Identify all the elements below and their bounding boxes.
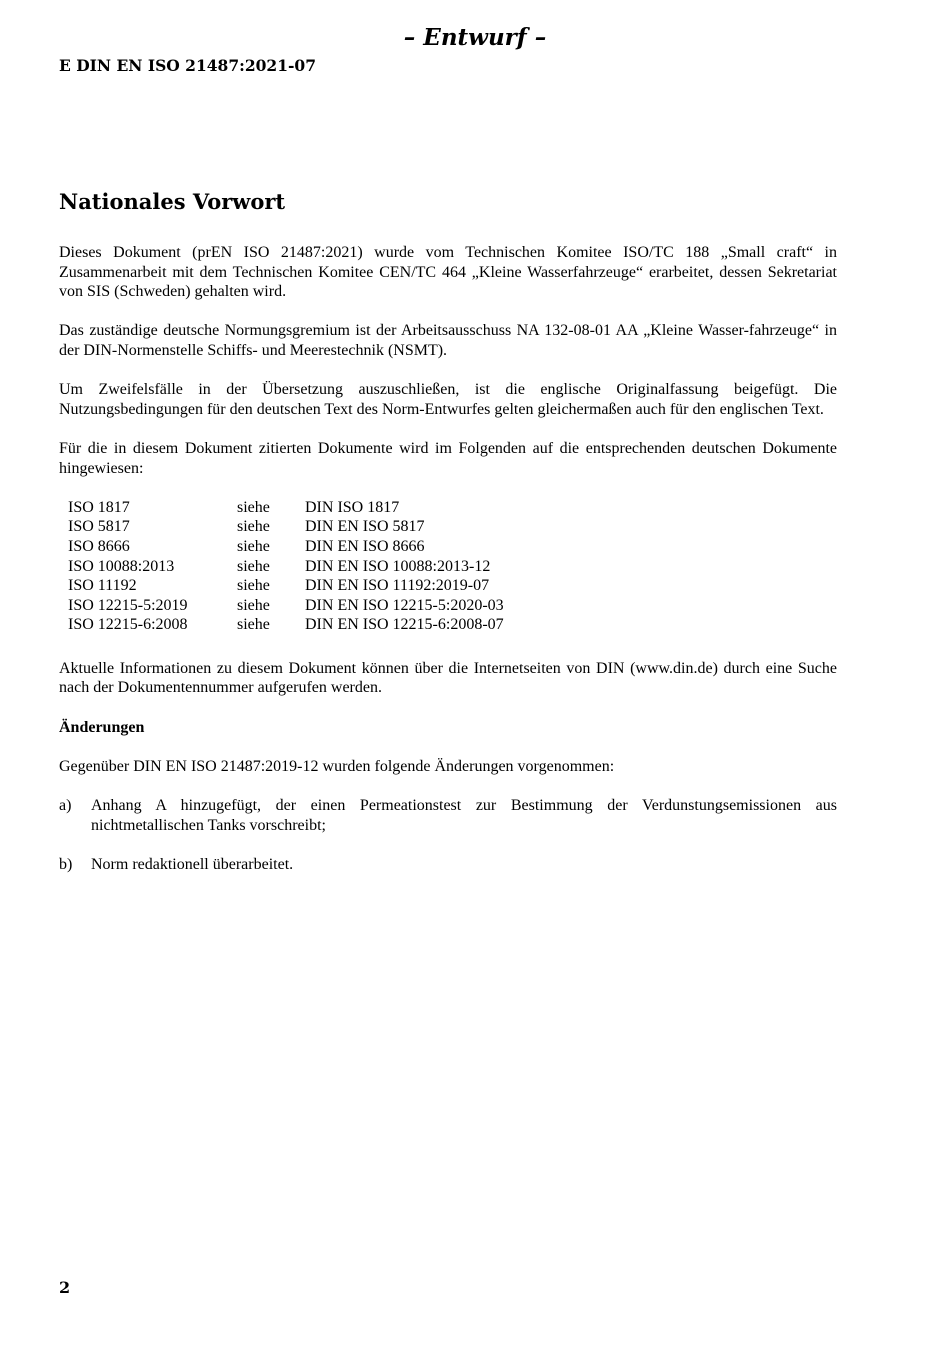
reference-table [68,498,837,635]
list-item-text: Norm redaktionell überarbeitet. [91,855,294,873]
reference-iso: ISO 12215-6:2008 [68,616,188,634]
list-item [59,796,837,835]
reference-see: siehe [237,596,270,614]
changes-heading: Änderungen [59,718,145,736]
reference-din: DIN EN ISO 12215-5:2020-03 [305,596,504,614]
reference-din: DIN EN ISO 12215-6:2008-07 [305,616,504,634]
reference-din: DIN EN ISO 11192:2019-07 [305,577,490,595]
reference-row [68,537,837,557]
page-number: 2 [59,1278,71,1297]
reference-row [68,557,837,577]
document-id: E DIN EN ISO 21487:2021-07 [59,56,316,75]
reference-row [68,615,837,635]
reference-iso: ISO 5817 [68,518,130,536]
reference-din: DIN EN ISO 5817 [305,518,425,536]
page-content [59,187,837,894]
reference-row [68,517,837,537]
reference-row [68,596,837,616]
reference-iso: ISO 12215-5:2019 [68,596,188,614]
paragraph-translation: Um Zweifelsfälle in der Übersetzung auszuschließen, ist die englische Originalfassung beigefügt. Die Nutzungsbedingungen für den deutschen Text des Norm-Entwurfes gelten gleichermaßen auch für den englischen Text. [59,381,837,418]
reference-see: siehe [237,518,270,536]
paragraph-origin: Dieses Dokument (prEN ISO 21487:2021) wurde vom Technischen Komitee ISO/TC 188 „Small craft“ in Zusammenarbeit mit dem Technischen Komitee CEN/TC 464 „Kleine Wasserfahrzeuge“ erarbeitet, dessen Sekretariat von SIS (Schweden) gehalten wird. [59,244,837,301]
reference-iso: ISO 1817 [68,498,130,516]
list-item [59,855,837,875]
paragraph-online-info: Aktuelle Informationen zu diesem Dokument können über die Internetseiten von DIN (www.din.de) durch eine Suche nach der Dokumentennummer aufgerufen werden. [59,659,837,697]
reference-see: siehe [237,577,270,595]
paragraph-references-intro: Für die in diesem Dokument zitierten Dokumente wird im Folgenden auf die entsprechenden deutschen Dokumente hingewiesen: [59,439,837,477]
paragraph-committee: Das zuständige deutsche Normungsgremium ist der Arbeitsausschuss NA 132-08-01 AA „Kleine Wasser-fahrzeuge“ in der DIN-Normenstelle Schiffs- und Meerestechnik (NSMT). [59,322,837,359]
changes-list [59,796,837,874]
reference-din: DIN EN ISO 8666 [305,537,425,555]
reference-see: siehe [237,498,270,516]
reference-din: DIN ISO 1817 [305,498,400,516]
reference-row [68,576,837,596]
list-marker: b) [59,855,73,873]
draft-watermark: – Entwurf – [403,24,547,51]
reference-see: siehe [237,557,270,575]
section-title: Nationales Vorwort [59,189,286,214]
reference-iso: ISO 10088:2013 [68,557,175,575]
changes-intro: Gegenüber DIN EN ISO 21487:2019-12 wurden folgende Änderungen vorgenommen: [59,757,615,775]
list-item-text: Anhang A hinzugefügt, der einen Permeationstest zur Bestimmung der Verdunstungsemissionen aus nichtmetallischen Tanks vorschreibt; [91,797,837,834]
reference-see: siehe [237,616,270,634]
reference-row [68,498,837,518]
list-marker: a) [59,797,72,815]
reference-iso: ISO 8666 [68,537,130,555]
reference-iso: ISO 11192 [68,577,137,595]
reference-din: DIN EN ISO 10088:2013-12 [305,557,491,575]
reference-see: siehe [237,537,270,555]
